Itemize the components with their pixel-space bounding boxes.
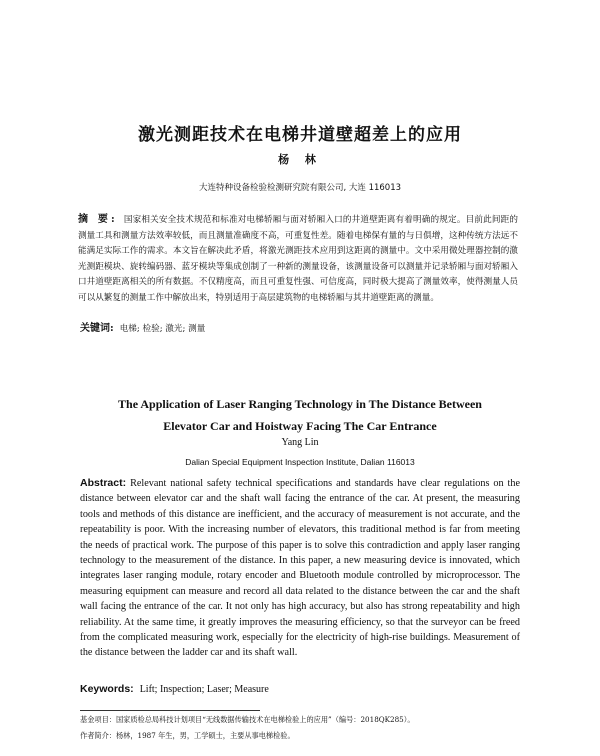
chinese-author: 杨 林 <box>278 153 322 166</box>
english-abstract-label: Abstract: <box>80 477 127 489</box>
chinese-keywords-label: 关键词: <box>80 323 114 334</box>
chinese-abstract <box>78 212 518 307</box>
english-title <box>0 393 600 437</box>
footnote-divider <box>80 710 260 711</box>
chinese-affiliation: 大连特种设备检验检测研究院有限公司, 大连 116013 <box>198 183 402 193</box>
english-abstract <box>80 476 520 661</box>
english-keywords-label: Keywords: <box>80 683 134 695</box>
chinese-abstract-text: 国家相关安全技术规范和标准对电梯轿厢与面对轿厢入口的井道壁距离有着明确的规定。目前此间距的测量工具和测量方法效率较低，而且测量准确度不高，可重复性差。随着电梯保有量的与日俱增，这种传统方法远不能满足实际工作的需求。本文旨在解决此矛盾，将激光测距技术应用到这距离的测量中。文中采用微处理器控制的激光测距模块、旋转编码器、蓝牙模块等集成创制了一种新的测量设备，该测量设备可以测量并记录轿厢与面对轿厢入口井道壁距离相关的所有数据。不仅精度高，而且可重复性强、可信度高，同时极大提高了测量效率，使得测量人员可以从繁复的测量工作中解放出来，特别适用于高层建筑物的电梯轿厢与其井道壁距离的测量。 <box>78 215 518 303</box>
chinese-keywords <box>80 319 520 334</box>
chinese-keywords-text: 电梯; 检验; 激光; 测量 <box>119 324 206 334</box>
footnote-fund: 基金项目：国家质检总局科技计划项目“无线数据传输技术在电梯检验上的应用”（编号：2018QK285）。 <box>80 715 415 724</box>
english-title-line-1: The Application of Laser Ranging Technology in The Distance Between <box>118 397 482 411</box>
english-author: Yang Lin <box>281 437 319 448</box>
english-abstract-text: Relevant national safety technical specifications and standards have clear regulations on the distance between elevator car and the shaft wall facing the entrance of the car. At present, the measuring tools and methods of this distance are inefficient, and the accuracy of measurement is not accurate, and the repeatability is poor. With the increasing number of elevators, this traditional method is far from meeting the needs of practical work. The purpose of this paper is to solve this contradiction and apply laser ranging technology to the measurement of the distance. In this paper, a new measuring device is innovated, which integrates laser ranging module, rotary encoder and Bluetooth module controlled by microprocessor. The measuring equipment can measure and record all data related to the distance between the car and the shaft wall facing the entrance of the car. It not only has high accuracy, but also has strong repeatability and high reliability. At the same time, it greatly improves the measuring efficiency, so that the surveyor can be freed from the complicated measuring work, especially for the electricity of high-rise buildings. Measurement of the distance between the ladder car and its shaft wall. <box>80 478 520 659</box>
english-affiliation: Dalian Special Equipment Inspection Institute, Dalian 116013 <box>185 457 415 467</box>
english-keywords-text: Lift; Inspection; Laser; Measure <box>139 684 269 695</box>
chinese-abstract-label: 摘 要: <box>78 214 118 225</box>
english-keywords <box>80 683 520 695</box>
chinese-title: 激光测距技术在电梯井道壁超差上的应用 <box>138 125 462 145</box>
footnote-author-bio: 作者简介：杨林，1987 年生，男，工学硕士，主要从事电梯检验。 <box>80 731 295 740</box>
english-title-line-2: Elevator Car and Hoistway Facing The Car Entrance <box>163 419 437 433</box>
